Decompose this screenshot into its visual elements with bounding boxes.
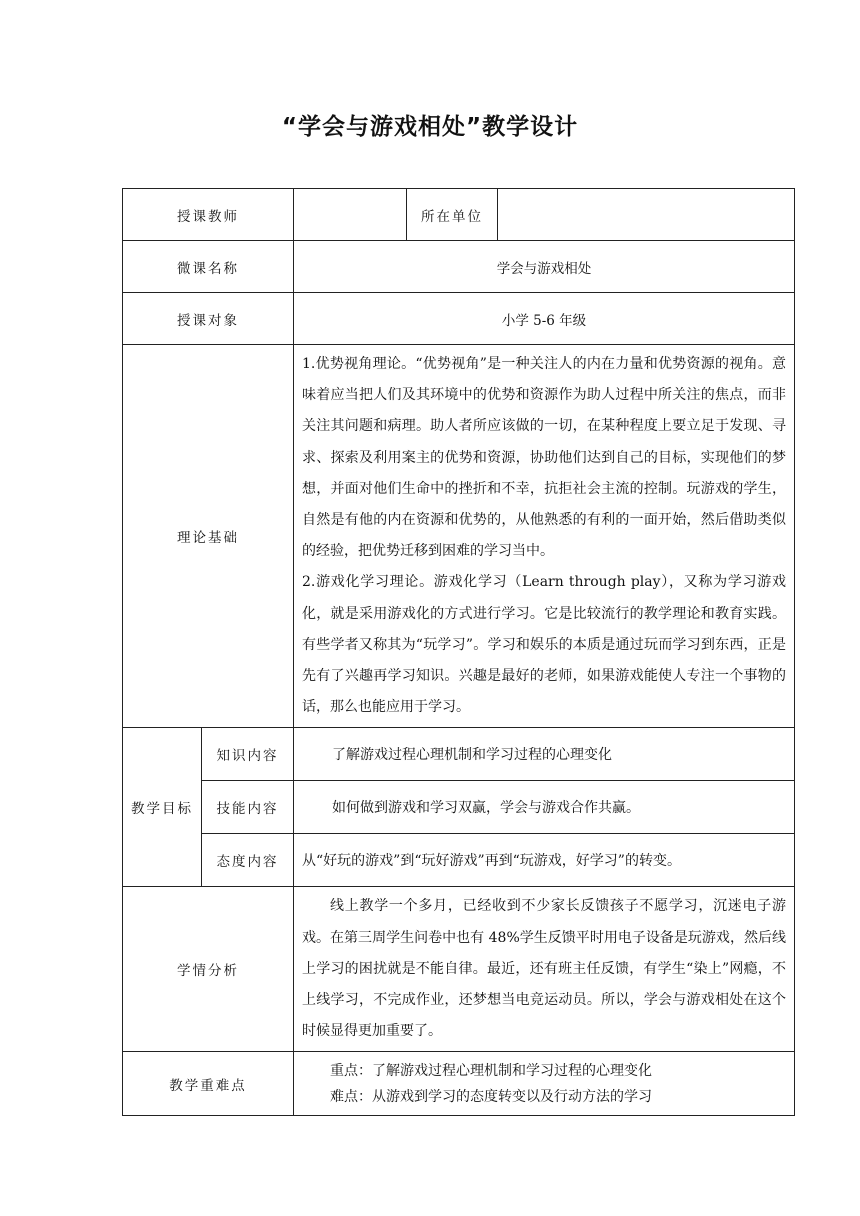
knowledge-label: 知识内容 bbox=[202, 728, 294, 781]
analysis-content bbox=[294, 887, 795, 1052]
key-points-content bbox=[294, 1052, 795, 1116]
analysis-text: 线上教学一个多月，已经收到不少家长反馈孩子不愿学习，沉迷电子游戏。在第三周学生问卷中也有 48%学生反馈平时用电子设备是玩游戏，然后线上学习的困扰就是不能自律。最近，还有班主任反馈，有学生“染上”网瘾，不上线学习，不完成作业，还梦想当电竞运动员。所以，学会与游戏相处在这个时候显得更加重要了。 bbox=[302, 898, 786, 1040]
row-goal-knowledge bbox=[123, 728, 795, 781]
row-key-points bbox=[123, 1052, 795, 1116]
row-teacher bbox=[123, 189, 795, 241]
theory-content bbox=[294, 345, 795, 728]
row-theory bbox=[123, 345, 795, 728]
row-audience bbox=[123, 293, 795, 345]
key-points-label: 教学重难点 bbox=[123, 1052, 294, 1116]
knowledge-value: 了解游戏过程心理机制和学习过程的心理变化 bbox=[294, 728, 795, 781]
attitude-value: 从“好玩的游戏”到“玩好游戏”再到“玩游戏，好学习”的转变。 bbox=[294, 834, 795, 887]
course-name-label: 微课名称 bbox=[123, 241, 294, 293]
theory-label: 理论基础 bbox=[123, 345, 294, 728]
skill-label: 技能内容 bbox=[202, 781, 294, 834]
theory-paragraph-1: 1.优势视角理论。“优势视角”是一种关注人的内在力量和优势资源的视角。意味着应当把人们及其环境中的优势和资源作为助人过程中所关注的焦点，而非关注其问题和病理。助人者所应该做的一切，在某种程度上要立足于发现、寻求、探索及利用案主的优势和资源，协助他们达到自己的目标，实现他们的梦想，并面对他们生命中的挫折和不幸，抗拒社会主流的控制。玩游戏的学生，自然是有他的内在资源和优势的，从他熟悉的有利的一面开始，然后借助类似的经验，把优势迁移到困难的学习当中。 bbox=[302, 356, 786, 560]
row-analysis bbox=[123, 887, 795, 1052]
unit-label: 所在单位 bbox=[407, 189, 498, 241]
key-point: 重点：了解游戏过程心理机制和学习过程的心理变化 bbox=[330, 1062, 652, 1079]
audience-value: 小学 5-6 年级 bbox=[294, 293, 795, 345]
theory-paragraph-2: 2.游戏化学习理论。游戏化学习（Learn through play），又称为学习游戏化，就是采用游戏化的方式进行学习。它是比较流行的教学理论和教育实践。有些学者又称其为“玩学习”。学习和娱乐的本质是通过玩而学习到东西，正是先有了兴趣再学习知识。兴趣是最好的老师，如果游戏能使人专注一个事物的话，那么也能应用于学习。 bbox=[302, 574, 786, 716]
row-goal-attitude bbox=[123, 834, 795, 887]
row-course-name bbox=[123, 241, 795, 293]
audience-label: 授课对象 bbox=[123, 293, 294, 345]
teacher-value bbox=[294, 189, 407, 241]
document-title: “学会与游戏相处”教学设计 bbox=[281, 114, 579, 140]
lesson-design-table bbox=[122, 188, 795, 1116]
teacher-label: 授课教师 bbox=[123, 189, 294, 241]
goals-label: 教学目标 bbox=[123, 728, 202, 887]
difficult-point: 难点：从游戏到学习的态度转变以及行动方法的学习 bbox=[330, 1088, 652, 1105]
row-goal-skill bbox=[123, 781, 795, 834]
skill-value: 如何做到游戏和学习双赢，学会与游戏合作共赢。 bbox=[294, 781, 795, 834]
analysis-label: 学情分析 bbox=[123, 887, 294, 1052]
unit-value bbox=[498, 189, 795, 241]
course-name-value: 学会与游戏相处 bbox=[294, 241, 795, 293]
attitude-label: 态度内容 bbox=[202, 834, 294, 887]
